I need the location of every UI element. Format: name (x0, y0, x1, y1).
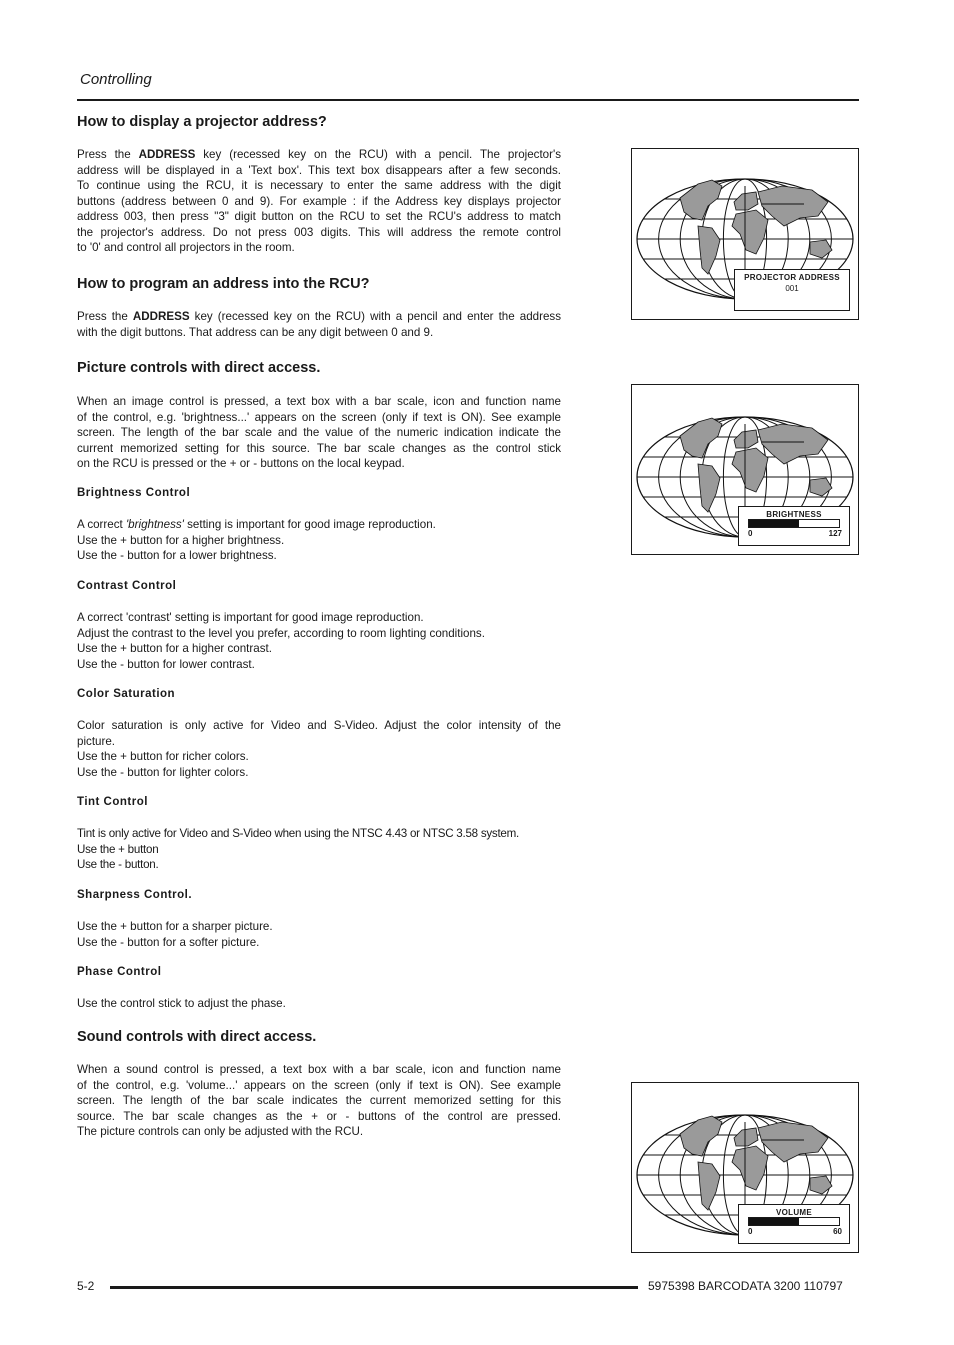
text-line: address will be displayed in a 'Text box'. This text box disappears after a few seconds. (77, 163, 561, 177)
volume-max-label: 60 (833, 1227, 842, 1236)
paragraph-phase (77, 996, 561, 1012)
paragraph-brightness (77, 517, 561, 564)
paragraph-color-saturation (77, 718, 561, 780)
text-line: Press the ADDRESS key (recessed key on the RCU) with a pencil and enter the address (77, 310, 562, 323)
text-line: current memorized setting for this source. The bar scale changes as the control stick (77, 441, 561, 455)
paragraph-sharpness (77, 919, 561, 950)
heading-tint-control: Tint Control (77, 796, 148, 808)
brightness-bar-fill (749, 520, 799, 527)
text-line: screen. The length of the bar scale indicates the current memorized setting for this (77, 1094, 561, 1107)
text-line: Use the - button for lighter colors. (77, 765, 249, 779)
osd-address-value: 001 (785, 284, 799, 293)
text-line: on the RCU is pressed or the + or - buttons on the local keypad. (77, 457, 405, 470)
footer-page-number: 5-2 (77, 1279, 95, 1293)
brightness-min-label: 0 (748, 529, 753, 538)
heading-brightness-control: Brightness Control (77, 487, 191, 499)
text-line: Use the control stick to adjust the phase. (77, 997, 286, 1010)
text-line: Use the + button for a higher contrast. (77, 642, 272, 655)
text-line: of the control, e.g. 'volume...' appears on the screen (only if text is ON). See example (77, 1078, 561, 1092)
brightness-max-label: 127 (828, 529, 842, 538)
paragraph-display-address (77, 147, 561, 256)
text-line: screen. The length of the bar scale and the value of the numeric indication indicate the (77, 426, 561, 439)
text-line: Use the + button for a higher brightness. (77, 533, 285, 547)
brightness-bar-track (748, 519, 840, 528)
figure-volume (631, 1082, 859, 1253)
osd-volume-title: VOLUME (775, 1208, 813, 1217)
header-divider (77, 99, 859, 101)
text-line: to '0' and control all projectors in the room. (77, 241, 295, 254)
heading-color-saturation: Color Saturation (77, 688, 176, 700)
osd-address-title: PROJECTOR ADDRESS (744, 273, 840, 282)
text-line: The picture controls can only be adjusted with the RCU. (77, 1125, 364, 1138)
volume-bar-fill (749, 1218, 799, 1225)
text-line: Use the + button for a sharper picture. (77, 920, 273, 933)
heading-sound-controls: Sound controls with direct access. (77, 1029, 317, 1045)
figure-projector-address (631, 148, 859, 320)
footer-divider (110, 1286, 638, 1289)
text-line: Tint is only active for Video and S-Video when using the NTSC 4.43 or NTSC 3.58 system. (77, 827, 520, 840)
volume-min-label: 0 (748, 1227, 753, 1236)
figure-brightness (631, 384, 859, 555)
paragraph-tint (77, 826, 561, 873)
text-line: A correct 'brightness' setting is important for good image reproduction. (77, 518, 436, 531)
text-line: Press the ADDRESS key (recessed key on the RCU) with a pencil. The projector's (77, 148, 562, 161)
text-line: the projector's address. Do not press 003 digits. This will address the remote control (77, 225, 561, 239)
text-line: A correct 'contrast' setting is important for good image reproduction. (77, 611, 424, 624)
paragraph-contrast (77, 610, 561, 672)
text-line: Use the - button for a softer picture. (77, 935, 260, 949)
osd-brightness-title: BRIGHTNESS (766, 510, 822, 519)
text-line: with the digit buttons. That address can be any digit between 0 and 9. (77, 325, 434, 339)
heading-program-address: How to program an address into the RCU? (77, 276, 370, 292)
text-line: buttons (address between 0 and 9). For example : if the Address key displays projector (77, 194, 561, 208)
text-line: To continue using the RCU, it is necessary to enter the same address with the digit (77, 179, 561, 192)
osd-address-box (734, 269, 850, 311)
footer-document-id: 5975398 BARCODATA 3200 110797 (648, 1279, 843, 1293)
paragraph-program-address (77, 309, 561, 340)
heading-picture-controls: Picture controls with direct access. (77, 360, 321, 376)
heading-contrast-control: Contrast Control (77, 580, 177, 592)
text-line: address 003, then press "3" digit button on the RCU to set the RCU's address to match (77, 210, 561, 223)
text-line: of the control, e.g. 'brightness...' appears on the screen (only if text is ON). See example (77, 410, 561, 424)
text-line: Use the - button. (77, 858, 159, 871)
text-line: Adjust the contrast to the level you prefer, according to room lighting conditions. (77, 626, 485, 640)
heading-phase-control: Phase Control (77, 966, 162, 978)
text-line: When a sound control is pressed, a text box with a bar scale, icon and function name (77, 1063, 561, 1076)
text-line: Use the + button (77, 842, 159, 856)
heading-display-address: How to display a projector address? (77, 114, 327, 130)
heading-sharpness-control: Sharpness Control. (77, 889, 193, 901)
text-line: source. The bar scale changes as the + or - buttons of the control are pressed. (77, 1109, 561, 1123)
text-line: When an image control is pressed, a text box with a bar scale, icon and function name (77, 395, 561, 408)
text-line: Use the - button for a lower brightness. (77, 549, 277, 562)
paragraph-picture-controls (77, 394, 561, 472)
volume-bar-track (748, 1217, 840, 1226)
osd-brightness-box (738, 506, 850, 546)
paragraph-sound-controls (77, 1062, 561, 1140)
text-line: Use the + button for richer colors. (77, 750, 249, 763)
osd-volume-box (738, 1204, 850, 1244)
text-line: Use the - button for lower contrast. (77, 657, 255, 671)
text-line: Color saturation is only active for Video and S-Video. Adjust the color intensity of the (77, 719, 561, 732)
page-header-title: Controlling (80, 71, 152, 88)
text-line: picture. (77, 734, 116, 748)
